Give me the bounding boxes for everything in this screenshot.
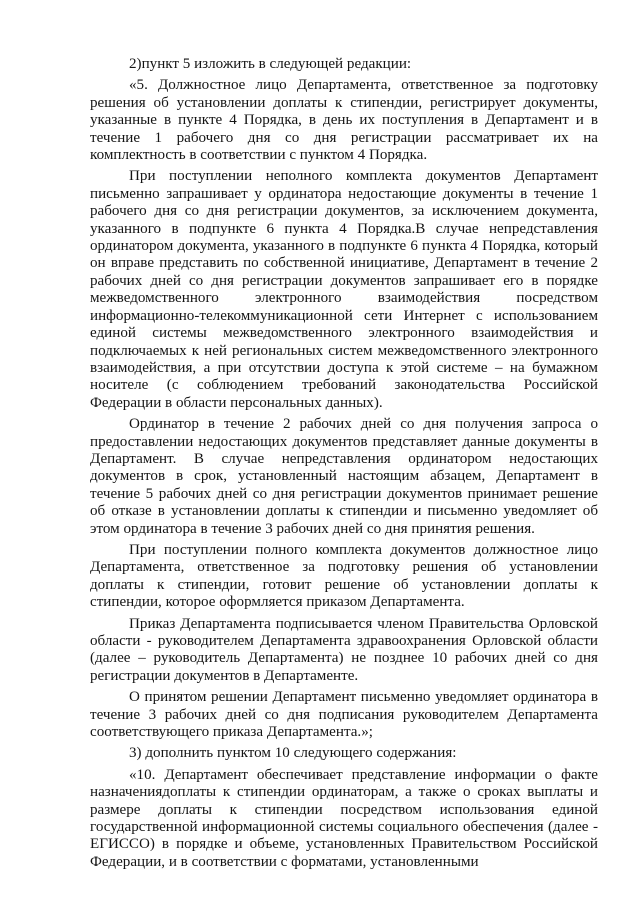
document-page <box>90 56 598 896</box>
paragraph-incomplete-documents: При поступлении неполного комплекта документов Департамент письменно запрашивает у ординатора недостающие документы в течение 1 рабочего дня со дня регистрации документов, за исключением документа, указанного в подпункте 6 пункта 4 Порядка.В случае непредставления ординатором документа, указанного в подпункте 6 пункта 4 Порядка, который он вправе представить по собственной инициативе, Департамент в течение 2 рабочих дней со дня регистрации документов запрашивает его в порядке межведомственного электронного взаимодействия посредством информационно-телекоммуникационной сети Интернет с использованием единой системы межведомственного электронного взаимодействия и подключаемых к ней региональных систем межведомственного электронного взаимодействия, а при отсутствии доступа к этой системе – на бумажном носителе (с соблюдением требований законодательства Российской Федерации в области персональных данных). <box>90 168 598 411</box>
paragraph-intro-item-2: 2)пункт 5 изложить в следующей редакции: <box>129 56 412 72</box>
paragraph-intro-item-3: 3) дополнить пунктом 10 следующего содержания: <box>129 745 457 762</box>
paragraph-complete-documents: При поступлении полного комплекта документов должностное лицо Департамента, ответственное за подготовку решения об установлении доплаты к стипендии, готовит решение об установлении доплаты к стипендии, которое оформляется приказом Департамента. <box>90 541 598 611</box>
paragraph-notification: О принятом решении Департамент письменно уведомляет ординатора в течение 3 рабочих дней со дня подписания руководителем Департамента соответствующего приказа Департамента.»; <box>90 689 598 741</box>
paragraph-item-10-egisso: «10. Департамент обеспечивает представление информации о факте назначениядоплаты к стипендии ординаторам, а также о сроках выплаты и размере доплаты к стипендии посредством использования единой государственной информационной системы социального обеспечения (далее - ЕГИССО) в порядке и объеме, установленных Правительством Российской Федерации, и в соответствии с форматами, установленными <box>90 766 598 870</box>
paragraph-resident-deadline: Ординатор в течение 2 рабочих дней со дня получения запроса о предоставлении недостающих документов представляет данные документы в Департамент. В случае непредставления ординатором недостающих документов в срок, установленный настоящим абзацем, Департамент в течение 5 рабочих дней со дня регистрации документов принимает решение об отказе в установлении доплаты к стипендии и письменно уведомляет об этом ординатора в течение 3 рабочих дней со дня принятия решения. <box>90 416 598 537</box>
paragraph-order-signing: Приказ Департамента подписывается членом Правительства Орловской области - руководителем Департамента здравоохранения Орловской области (далее – руководитель Департамента) не позднее 10 рабочих дней со дня регистрации документов в Департаменте. <box>90 615 598 684</box>
paragraph-item-5-registration: «5. Должностное лицо Департамента, ответственное за подготовку решения об установлении доплаты к стипендии, регистрирует документы, указанные в пункте 4 Порядка, в день их поступления в Департамент и в течение 1 рабочего дня со дня регистрации рассматривает их на комплектность в соответствии с пунктом 4 Порядка. <box>90 77 598 164</box>
